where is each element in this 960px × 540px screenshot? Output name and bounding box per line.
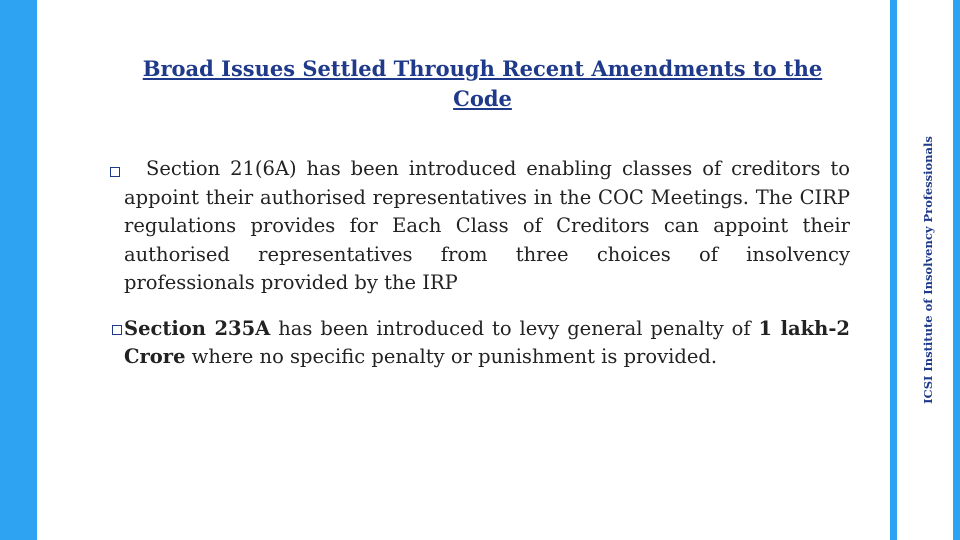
slide-title: Broad Issues Settled Through Recent Amendments to the Code xyxy=(142,56,823,111)
square-bullet-icon xyxy=(112,325,122,335)
sidebar-text: ICSI Institute of Insolvency Professionals xyxy=(921,136,935,404)
left-accent-bar xyxy=(0,0,37,540)
penalty-range: 1 lakh-2 Crore xyxy=(124,316,851,368)
bullet-point-1-text: Section 21(6A) has been introduced enabling classes of creditors to appoint their authorised representatives in the COC Meetings. The CIRP regulations provides for Each Class of Creditors can appoint their authorised representatives from three choices of insolvency professionals provided by the IRP xyxy=(124,157,850,294)
bullet-point-1 xyxy=(110,155,850,298)
bullet-point-2-text-a: has been introduced to levy general penalty of xyxy=(270,316,759,340)
bullet-point-2 xyxy=(110,315,850,372)
slide-content xyxy=(110,155,850,372)
square-bullet-icon xyxy=(110,167,120,177)
bullet-point-2-text-b: where no specific penalty or punishment is provided. xyxy=(185,345,718,368)
section-reference: Section 235A xyxy=(124,316,271,340)
